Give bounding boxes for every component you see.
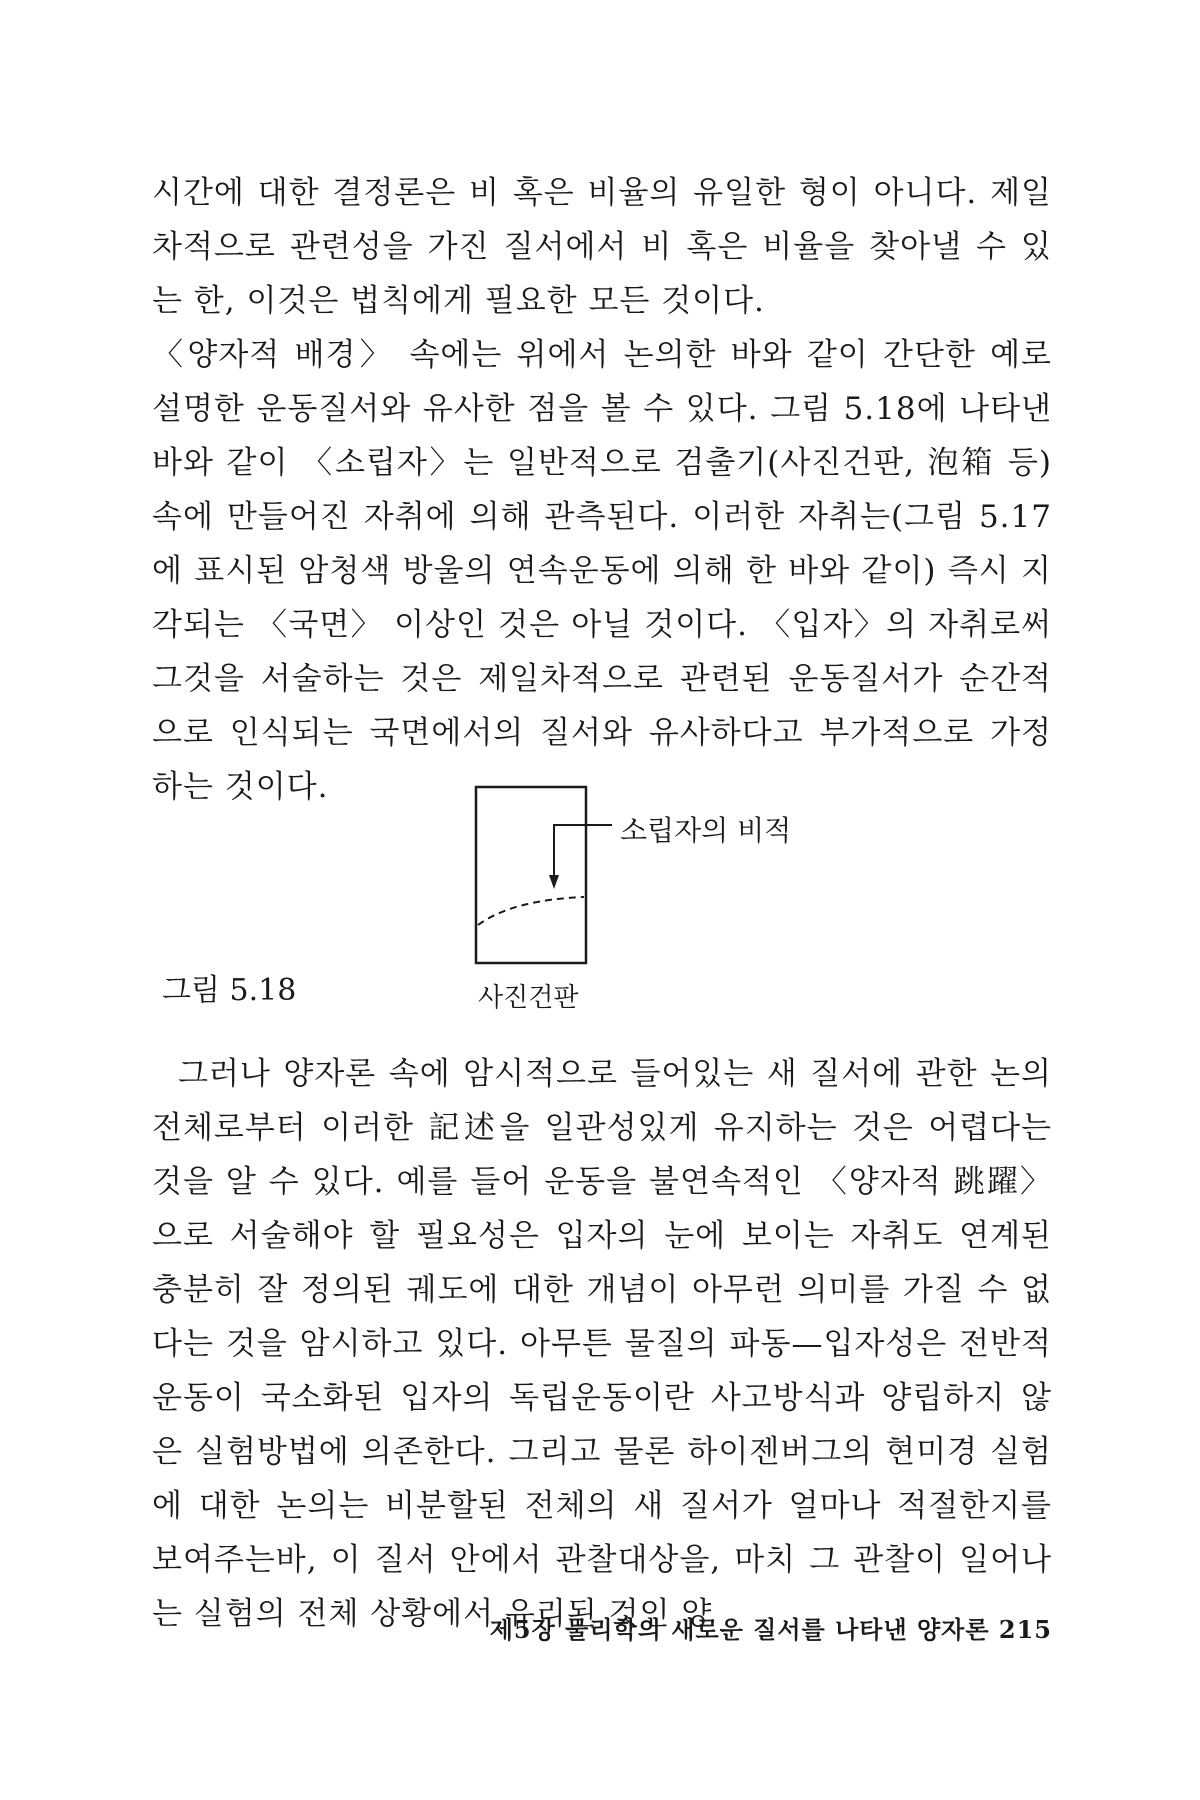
page-footer: 제5장 물리학의 새로운 질서를 나타낸 양자론 215 bbox=[489, 1615, 1052, 1644]
paragraph-3: 그러나 양자론 속에 암시적으로 들어있는 새 질서에 관한 논의 전체로부터 이러한 記述을 일관성있게 유지하는 것은 어렵다는 것을 알 수 있다. 예를 들어 운동을 불연속적인 〈양자적 跳躍〉으로 서술해야 할 필요성은 입자의 눈에 보이는 자취도 연계된 충분히 잘 정의된 궤도에 대한 개념이 아무런 의미를 가질 수 없다는 것을 암시하고 있다. 아무튼 물질의 파동—입자성은 전반적 운동이 국소화된 입자의 독립운동이란 사고방식과 양립하지 않은 실험방법에 의존한다. 그리고 물론 하이젠버그의 현미경 실험에 대한 논의는 비분할된 전체의 새 질서가 얼마나 적절한지를 보여주는바, 이 질서 안에서 관찰대상을, 마치 그 관찰이 일어나는 실험의 전체 상황에서 유리된 것인 양 bbox=[152, 1056, 1052, 1632]
plate-outline bbox=[476, 787, 586, 963]
figure-caption: 그림 5.18 bbox=[162, 973, 297, 1008]
paragraph-2: 〈양자적 배경〉 속에는 위에서 논의한 바와 같이 간단한 예로 설명한 운동질서와 유사한 점을 볼 수 있다. 그림 5.18에 나타낸 바와 같이 〈소립자〉는 일반적으로 검출기(사진건판, 泡箱 등) 속에 만들어진 자취에 의해 관측된다. 이러한 자취는(그림 5.17에 표시된 암청색 방울의 연속운동에 의해 한 바와 같이) 즉시 지각되는 〈국면〉 이상인 것은 아닐 것이다. 〈입자〉의 자취로써 그것을 서술하는 것은 제일차적으로 관련된 운동질서가 순간적으로 인식되는 국면에서의 질서와 유사하다고 부가적으로 가정하는 것이다. bbox=[152, 337, 1052, 805]
annotation-leader bbox=[554, 825, 612, 877]
particle-track bbox=[478, 897, 584, 925]
track-annotation: 소립자의 비적 bbox=[620, 814, 792, 847]
arrow-head-icon bbox=[549, 875, 559, 889]
paragraph-1: 시간에 대한 결정론은 비 혹은 비율의 유일한 형이 아니다. 제일차적으로 관련성을 가진 질서에서 비 혹은 비율을 찾아낼 수 있는 한, 이것은 법칙에게 필요한 모든 것이다. bbox=[152, 175, 1052, 319]
plate-label: 사진건판 bbox=[478, 983, 579, 1013]
photographic-plate-diagram bbox=[472, 785, 612, 975]
figure-5-18 bbox=[152, 785, 1052, 1025]
